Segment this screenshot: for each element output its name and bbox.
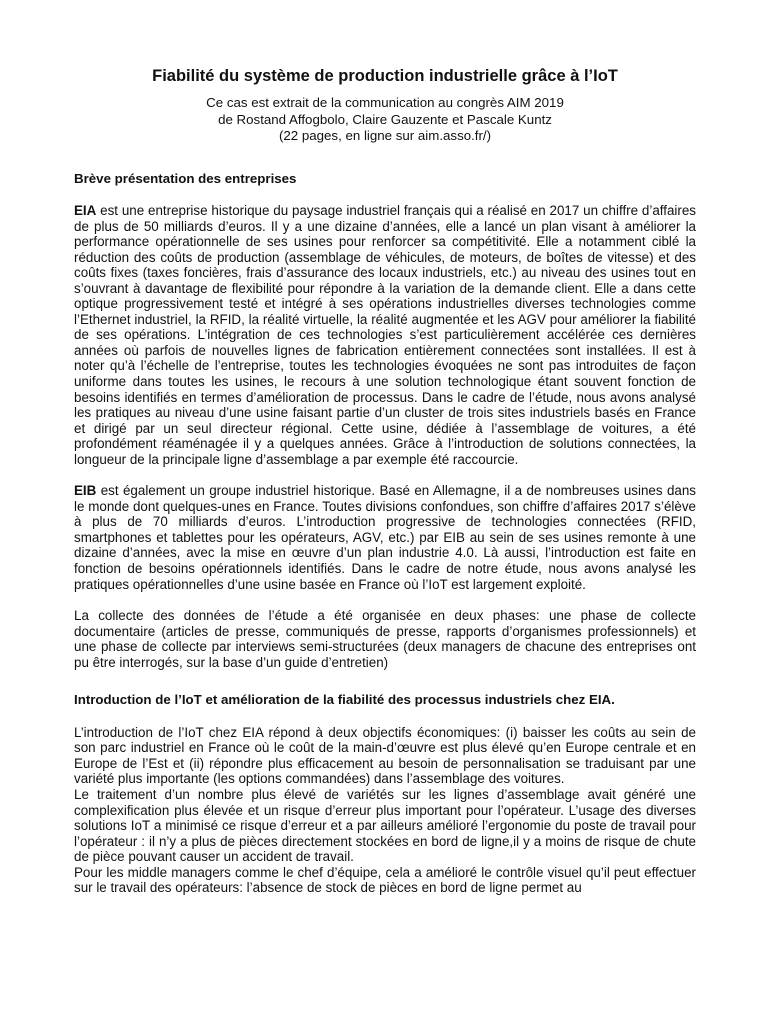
paragraph-eib: [74, 483, 696, 592]
section-heading-iot-eia: Introduction de l’IoT et amélioration de la fiabilité des processus industriels chez EIA.: [74, 692, 615, 708]
paragraph-variety-risk: Le traitement d’un nombre plus élevé de variétés sur les lignes d’assemblage avait généré une complexification plus élevée et un risque d’erreur plus important pour l’opérateur. L’usage des diverses solutions IoT a minimisé ce risque d’erreur et a par ailleurs amélioré l’ergonomie du poste de travail pour l’opérateur : il n’y a plus de pièces directement stockées en bord de ligne,il y a moins de risque de chute de pièce pouvant causer un accident de travail.: [74, 787, 696, 865]
company-name-eia: EIA: [74, 203, 97, 218]
paragraph-data-collection: La collecte des données de l’étude a été organisée en deux phases: une phase de collecte documentaire (articles de presse, communiqués de presse, rapports d’organismes professionnels) et une phase de collecte par interviews semi-structurées (deux managers de chacune des entreprises ont pu être interrogés, sur la base d’un guide d’entretien): [74, 608, 696, 670]
citation-line: de Rostand Affogbolo, Claire Gauzente et Pascale Kuntz: [218, 111, 552, 127]
company-name-eib: EIB: [74, 483, 97, 499]
document-title: Fiabilité du système de production industrielle grâce à l’IoT: [152, 67, 618, 85]
paragraph-text: est également un groupe industriel historique. Basé en Allemagne, il a de nombreuses usines dans le monde dont quelques-unes en France. Toutes divisions confondues, son chiffre d’affaires 2017 s’élève à plus de 70 milliards d’euros. L’introduction progressive de technologies connectées (RFID, smartphones et tablettes pour les opérateurs, AGV, etc.) par EIB au sein de ses usines remonte à une dizaine d’années, avec la mise en œuvre d’un plan industrie 4.0. Là aussi, l’introduction est faite en fonction de besoins opérationnels identifiés. Dans le cadre de notre étude, nous avons analysé les pratiques opérationnelles d’une usine basée en France où l’IoT est largement exploité.: [74, 483, 696, 592]
paragraph-text: est une entreprise historique du paysage industriel français qui a réalisé en 2017 un chiffre d’affaires de plus de 50 milliards d’euros. Il y a une dizaine d’années, elle a lancé un plan visant à améliorer la performance opérationnelle de ses usines pour renforcer sa compétitivité. Elle a notamment ciblé la réduction des coûts de production (assemblage de véhicules, de moteurs, de boîtes de vitesse) et des coûts fixes (taxes foncières, frais d’assurance des locaux industriels, etc.) au niveau des usines tout en s’ouvrant à davantage de flexibilité pour répondre à la variation de la demande client. Elle a dans cette optique progressivement testé et intégré à ses opérations industrielles diverses technologies comme l’Ethernet industriel, la RFID, la réalité virtuelle, la réalité augmentée et les AGV pour améliorer la fiabilité de ses opérations. L’intégration de ces technologies s’est particulièrement accélérée ces dernières années où parfois de nouvelles lignes de fabrication entièrement connectées sont installées. Il est à noter qu’à l’échelle de l’entreprise, toutes les technologies évoquées ne sont pas introduites de façon uniforme dans toutes les usines, le recours à une solution technologique étant souvent fonction de besoins identifiés en termes d’amélioration de processus. Dans le cadre de l’étude, nous avons analysé les pratiques au niveau d’une usine faisant partie d’un cluster de trois sites industriels basés en France et dirigé par un seul directeur régional. Cette usine, dédiée à l’assemblage de voitures, a été profondément réaménagée il y a quelques années. Grâce à l’introduction de solutions connectées, la longueur de la principale ligne d’assemblage a par exemple été raccourcie.: [74, 203, 696, 467]
citation-line: (22 pages, en ligne sur aim.asso.fr/): [278, 128, 492, 143]
paragraph-eia: [74, 203, 696, 467]
paragraph-iot-objectives: L’introduction de l’IoT chez EIA répond à deux objectifs économiques: (i) baisser les coûts au sein de son parc industriel en France où le coût de la main-d’œuvre est plus élevé qu’en Europe centrale et en Europe de l’Est et (ii) répondre plus efficacement au besoin de personnalisation se traduisant par une variété plus importante (les options commandées) dans l’assemblage des voitures.: [74, 724, 696, 787]
citation-line: Ce cas est extrait de la communication au congrès AIM 2019: [206, 95, 564, 110]
citation-block: [74, 95, 696, 145]
document-page: [74, 66, 696, 896]
paragraph-middle-managers: Pour les middle managers comme le chef d’équipe, cela a amélioré le contrôle visuel qu’il peut effectuer sur le travail des opérateurs: l’absence de stock de pièces en bord de ligne permet au: [74, 864, 696, 896]
section-heading-presentation: Brève présentation des entreprises: [74, 170, 297, 186]
